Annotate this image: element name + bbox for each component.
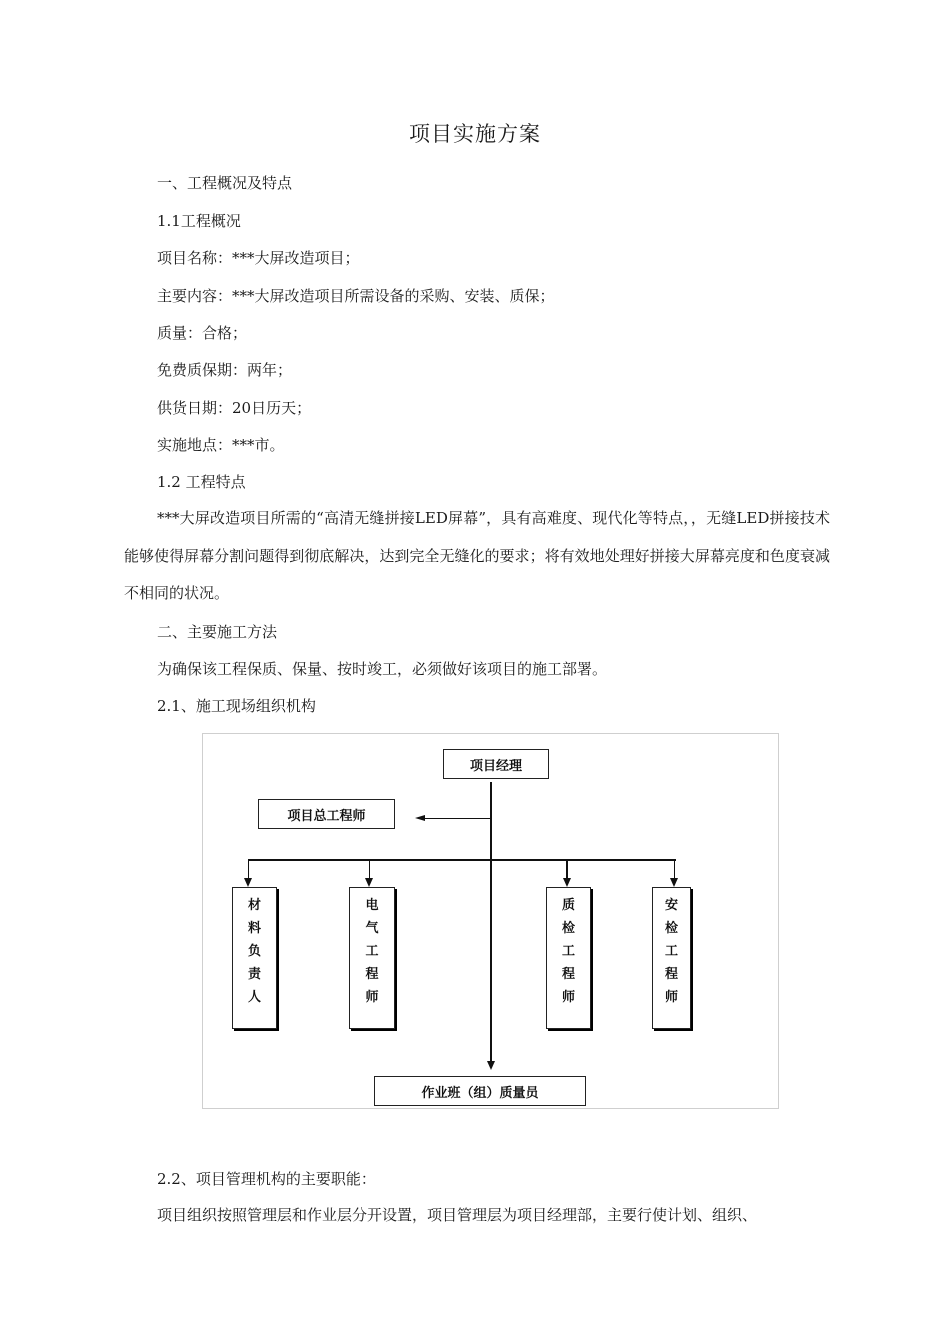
heading-section-2: 二、主要施工方法 — [157, 623, 278, 641]
box-char: 工 — [365, 944, 379, 959]
warranty-line: 免费质保期：两年； — [157, 361, 293, 379]
arrow-down-icon — [365, 878, 373, 887]
box-char: 材 — [247, 898, 261, 913]
materials-box — [232, 887, 277, 1029]
box-char: 师 — [561, 990, 575, 1005]
box-char: 工 — [664, 944, 678, 959]
heading-section-1: 一、工程概况及特点 — [157, 174, 293, 192]
horizontal-bus — [248, 859, 676, 861]
chief-engineer-box: 项目总工程师 — [258, 799, 395, 829]
project-name: 项目名称：***大屏改造项目； — [157, 249, 360, 267]
heading-1-1: 1.1工程概况 — [157, 212, 241, 230]
box-char: 师 — [664, 990, 678, 1005]
workteam-box: 作业班（组）质量员 — [374, 1076, 586, 1106]
heading-2-1: 2.1、施工现场组织机构 — [157, 697, 316, 715]
chief-connector — [425, 818, 491, 819]
box-char: 责 — [247, 967, 261, 982]
drop-line — [369, 859, 370, 879]
arrow-down-icon — [487, 1061, 495, 1070]
supply-date-line: 供货日期：20日历天； — [157, 399, 312, 417]
heading-1-2: 1.2 工程特点 — [157, 473, 246, 491]
arrow-down-icon — [563, 878, 571, 887]
electrical-engineer-box — [349, 887, 395, 1029]
box-char: 程 — [365, 967, 379, 982]
heading-2-2: 2.2、项目管理机构的主要职能： — [157, 1170, 376, 1188]
org-chart — [202, 733, 779, 1109]
box-char: 检 — [561, 921, 575, 936]
box-char: 程 — [664, 967, 678, 982]
arrow-down-icon — [670, 878, 678, 887]
box-char: 安 — [664, 898, 678, 913]
safety-engineer-box — [652, 887, 691, 1029]
box-char: 电 — [365, 898, 379, 913]
location-line: 实施地点：***市。 — [157, 436, 285, 454]
box-char: 程 — [561, 967, 575, 982]
arrow-left-icon — [415, 815, 425, 821]
box-char: 检 — [664, 921, 678, 936]
box-char: 负 — [247, 944, 261, 959]
main-connector — [490, 782, 492, 1061]
box-char: 气 — [365, 921, 379, 936]
box-char: 师 — [365, 990, 379, 1005]
drop-line — [674, 859, 675, 879]
quality-line: 质量：合格； — [157, 324, 248, 342]
box-char: 工 — [561, 944, 575, 959]
box-char: 人 — [247, 990, 261, 1005]
document-title: 项目实施方案 — [409, 122, 541, 146]
drop-line — [566, 859, 568, 879]
last-paragraph: 项目组织按照管理层和作业层分开设置，项目管理层为项目经理部，主要行使计划、组织、 — [157, 1206, 758, 1224]
quality-engineer-box — [546, 887, 591, 1029]
method-line: 为确保该工程保质、保量、按时竣工，必须做好该项目的施工部署。 — [157, 660, 608, 678]
drop-line — [248, 859, 249, 879]
main-content: 主要内容：***大屏改造项目所需设备的采购、安装、质保； — [157, 287, 555, 305]
box-char: 质 — [561, 898, 575, 913]
arrow-down-icon — [244, 878, 252, 887]
feature-paragraph: ***大屏改造项目所需的“高清无缝拼接LED屏幕”，具有高难度、现代化等特点，，无缝LED拼接技术能够使得屏幕分割问题得到彻底解决，达到完全无缝化的要求；将有效地处理好拼接大屏幕亮度和色度衰减不相同的状况。 — [124, 509, 830, 602]
manager-box: 项目经理 — [443, 749, 549, 779]
box-char: 料 — [247, 921, 261, 936]
